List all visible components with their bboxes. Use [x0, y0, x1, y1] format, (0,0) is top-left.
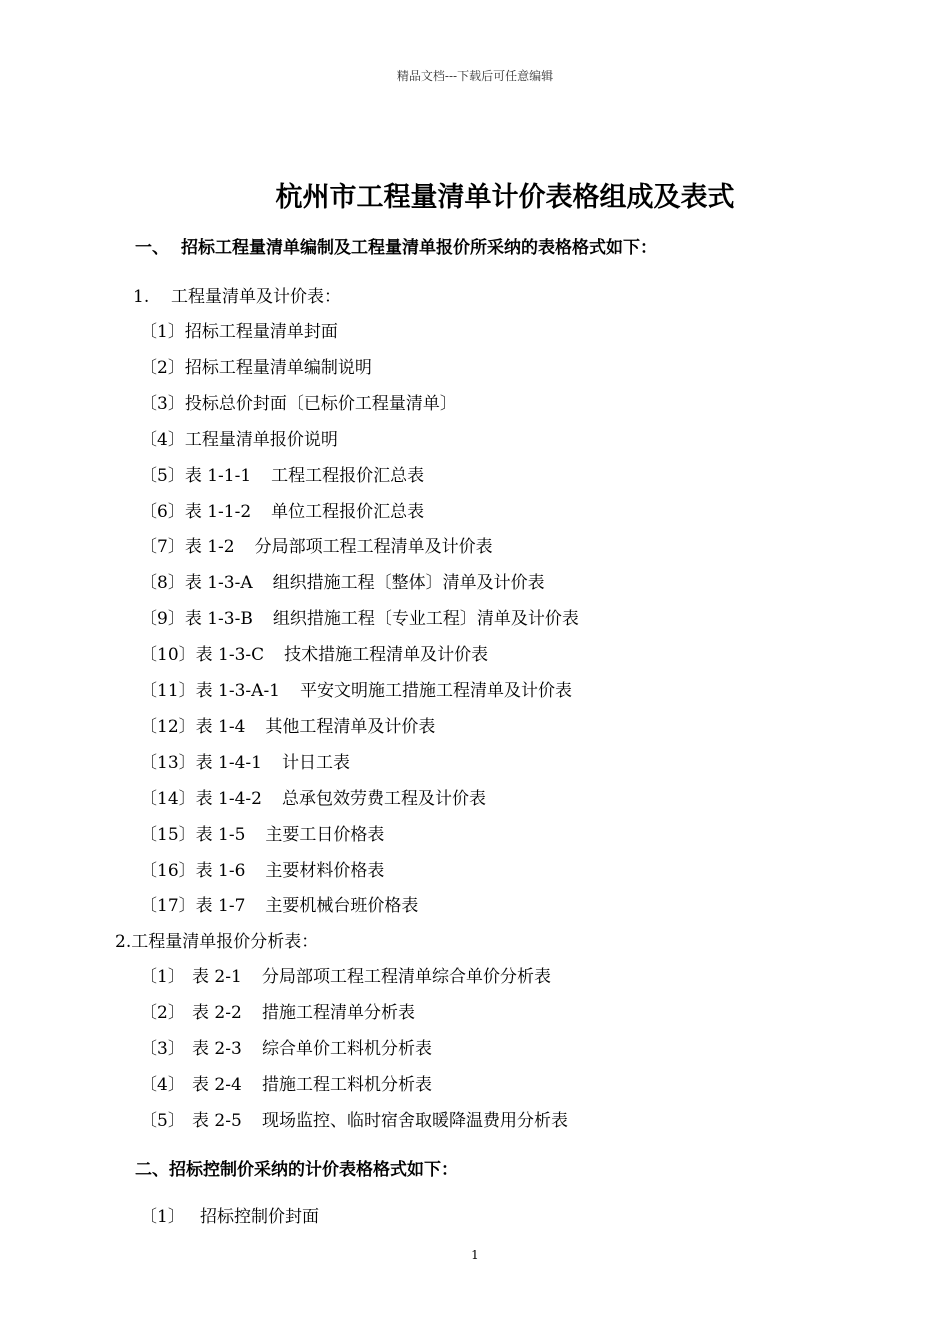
subsection-2: [115, 927, 318, 952]
list-item: [140, 461, 424, 486]
list-item-table-code: 表 2-3: [192, 1038, 242, 1059]
list-item: [140, 784, 486, 809]
list-item: [140, 353, 372, 378]
list-item: [140, 568, 545, 593]
list-item: [140, 891, 418, 916]
list-item-table-code: 表 1-3-A-1: [195, 681, 281, 701]
list-item-text: 分局部项工程工程清单综合单价分析表: [262, 967, 551, 987]
list-item-number: 〔1〕: [140, 1207, 185, 1227]
subsection-2-text: 工程量清单报价分析表：: [131, 932, 319, 952]
list-item-number: 〔12〕: [140, 716, 196, 737]
list-item-text: 计日工表: [281, 752, 350, 773]
list-item-number: 〔16〕: [140, 860, 196, 881]
list-item-text: 综合单价工料机分析表: [262, 1038, 432, 1059]
list-item: [140, 497, 424, 522]
list-item-number: 〔8〕: [140, 573, 185, 594]
list-item-number: 〔3〕: [140, 1038, 185, 1059]
list-item-number: 〔9〕: [140, 609, 185, 630]
list-item: [140, 856, 384, 881]
list-item-table-code: 表 1-4: [195, 716, 246, 737]
list-item-number: 〔6〕: [140, 501, 185, 522]
list-item-table-code: 表 1-4-2: [195, 788, 262, 809]
list-item: [140, 604, 579, 629]
subsection-1-text: 工程量清单及计价表：: [171, 287, 341, 307]
list-item-text: 措施工程工料机分析表: [262, 1074, 432, 1095]
list-item-number: 〔2〕: [140, 357, 185, 378]
list-item-text: 工程工程报价汇总表: [271, 465, 425, 486]
page-number: 1: [471, 1248, 479, 1262]
list-item-number: 〔10〕: [140, 645, 196, 666]
list-item-number: 〔15〕: [140, 824, 196, 845]
list-item-text: 主要机械台班价格表: [265, 896, 419, 917]
list-item-table-code: 表 1-2: [184, 537, 235, 558]
list-item-text: 平安文明施工措施工程清单及计价表: [300, 681, 573, 701]
list-item-table-code: 表 1-3-C: [195, 645, 265, 666]
list-item-table-code: 表 1-3-A: [184, 573, 253, 594]
list-item: [140, 532, 493, 557]
list-item-text: 主要工日价格表: [265, 824, 385, 845]
subsection-1: [133, 282, 341, 307]
list-item: [140, 676, 572, 701]
list-item-number: 〔4〕: [140, 1074, 185, 1095]
list-item-text: 总承包效劳费工程及计价表: [281, 788, 486, 809]
list-item-number: 〔1〕: [140, 322, 185, 342]
list-item-table-code: 表 1-5: [195, 824, 246, 845]
list-item: [140, 712, 435, 737]
list-item-text: 工程量清单报价说明: [184, 429, 338, 450]
document-title: 杭州市工程量清单计价表格组成及表式: [275, 182, 735, 213]
list-item-text: 单位工程报价汇总表: [271, 501, 425, 522]
list-item-text: 措施工程清单分析表: [262, 1002, 415, 1023]
list-item-text: 招标工程量清单封面: [184, 322, 338, 342]
list-item-table-code: 表 1-7: [195, 896, 246, 917]
section-1-heading: [135, 233, 657, 258]
list-item-number: 〔14〕: [140, 788, 196, 809]
list-item-number: 〔7〕: [140, 537, 185, 558]
list-item: [140, 1070, 432, 1095]
list-item: [140, 998, 415, 1023]
list-item-text: 招标控制价封面: [200, 1207, 319, 1227]
list-item-text: 招标工程量清单编制说明: [184, 357, 372, 378]
list-item: [140, 1202, 319, 1227]
list-item: [140, 1034, 432, 1059]
list-item-text: 投标总价封面〔已标价工程量清单〕: [184, 393, 457, 414]
list-item-number: 〔11〕: [140, 681, 196, 701]
list-item-number: 〔1〕: [140, 967, 185, 987]
list-item-table-code: 表 2-4: [192, 1074, 242, 1095]
list-item-number: 〔2〕: [140, 1002, 185, 1023]
list-item: [140, 640, 488, 665]
page-header: 精品文档---下载后可任意编辑: [396, 69, 554, 83]
list-item-table-code: 表 1-6: [195, 860, 246, 881]
section-2-heading: 二、招标控制价采纳的计价表格格式如下：: [135, 1160, 458, 1180]
list-item-number: 〔4〕: [140, 429, 185, 450]
list-item-text: 现场监控、临时宿舍取暖降温费用分析表: [262, 1110, 568, 1131]
section-1-number: 一、: [135, 238, 169, 258]
list-item-table-code: 表 1-3-B: [184, 609, 253, 630]
list-item-number: 〔5〕: [140, 1110, 185, 1131]
list-item-number: 〔5〕: [140, 465, 185, 486]
list-item-number: 〔17〕: [140, 896, 196, 917]
list-item-number: 〔3〕: [140, 393, 185, 414]
list-item-table-code: 表 1-1-2: [184, 501, 252, 522]
list-item-text: 其他工程清单及计价表: [265, 716, 436, 737]
list-item-text: 主要材料价格表: [265, 860, 385, 881]
section-1-text: 招标工程量清单编制及工程量清单报价所采纳的表格格式如下：: [181, 238, 657, 258]
list-item-text: 组织措施工程〔整体〕清单及计价表: [272, 573, 545, 594]
list-item-text: 技术措施工程清单及计价表: [284, 645, 489, 666]
list-item: [140, 389, 457, 414]
list-item-table-code: 表 2-1: [192, 967, 242, 987]
list-item-table-code: 表 1-4-1: [195, 752, 262, 773]
list-item: [140, 820, 384, 845]
list-item-table-code: 表 2-2: [192, 1002, 242, 1023]
list-item: [140, 748, 350, 773]
list-item: [140, 425, 338, 450]
subsection-1-number: 1.: [133, 287, 150, 307]
list-item-text: 组织措施工程〔专业工程〕清单及计价表: [272, 609, 579, 630]
list-item-table-code: 表 2-5: [192, 1110, 242, 1131]
list-item: [140, 962, 551, 987]
list-item-text: 分局部项工程工程清单及计价表: [254, 537, 493, 558]
list-item-number: 〔13〕: [140, 752, 196, 773]
list-item: [140, 1106, 568, 1131]
list-item: [140, 317, 338, 342]
list-item-table-code: 表 1-1-1: [184, 465, 252, 486]
subsection-2-number: 2.: [115, 932, 132, 952]
